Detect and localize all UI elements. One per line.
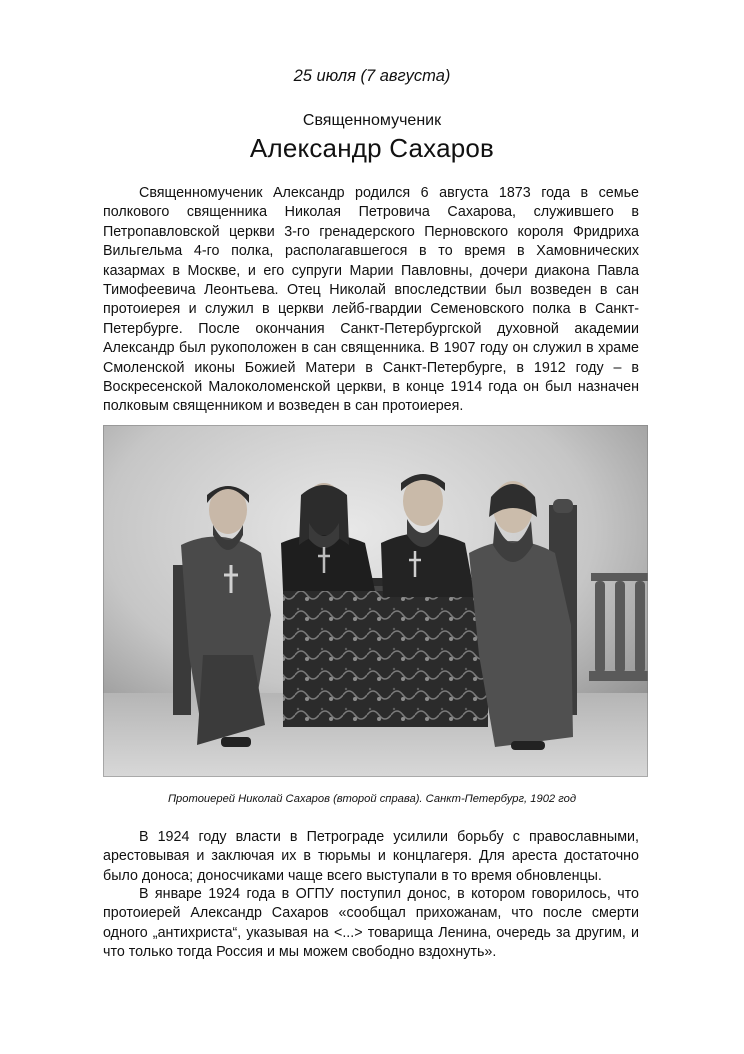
page-subtitle: Священномученик <box>302 112 442 129</box>
feast-date: 25 июля (7 августа) <box>293 67 451 85</box>
body-paragraph: В январе 1924 года в ОГПУ поступил донос, в котором говорилось, что протоиерей Александр Сахаров «сообщал прихожанам, что после смерти одного „антихриста“, указывая на <...> товарища Ленина, очередь за другим, и что только тогда Россия и мы можем свободно вздохнуть». <box>103 886 639 961</box>
body-paragraph: Священномученик Александр родился 6 августа 1873 года в семье полкового священника Николая Петровича Сахарова, служившего в Петропавловской церкви 3-го гренадерского Перновского короля Фридриха Вильгельма 4-го полка, располагавшегося в то время в Хамовнических казармах в Москве, и его супруги Марии Павловны, дочери диакона Павла Тимофеевича Леонтьева. Отец Николай впоследствии был возведен в сан протоиерея и служил в церкви лейб-гвардии Семеновского полка в Санкт-Петербурге. После окончания Санкт-Петербургской духовной академии Александр был рукоположен в сан священника. В 1907 году он служил в храме Смоленской иконы Божией Матери в Санкт-Петербурге, в 1912 году – в Воскресенской Малоколоменской церкви, в конце 1914 года он был назначен полковым священником и возведен в сан протоиерея. <box>103 185 639 415</box>
historical-photo <box>103 425 648 777</box>
body-paragraph: В 1924 году власти в Петрограде усилили борьбу с православными, арестовывая и заключая их в тюрьмы и концлагеря. Для ареста достаточно было доноса; доносчиками чаще всего выступали в то время обновленцы. <box>103 829 639 884</box>
page-title: Александр Сахаров <box>249 133 495 163</box>
photo-caption: Протоиерей Николай Сахаров (второй справа). Санкт-Петербург, 1902 год <box>167 793 577 805</box>
